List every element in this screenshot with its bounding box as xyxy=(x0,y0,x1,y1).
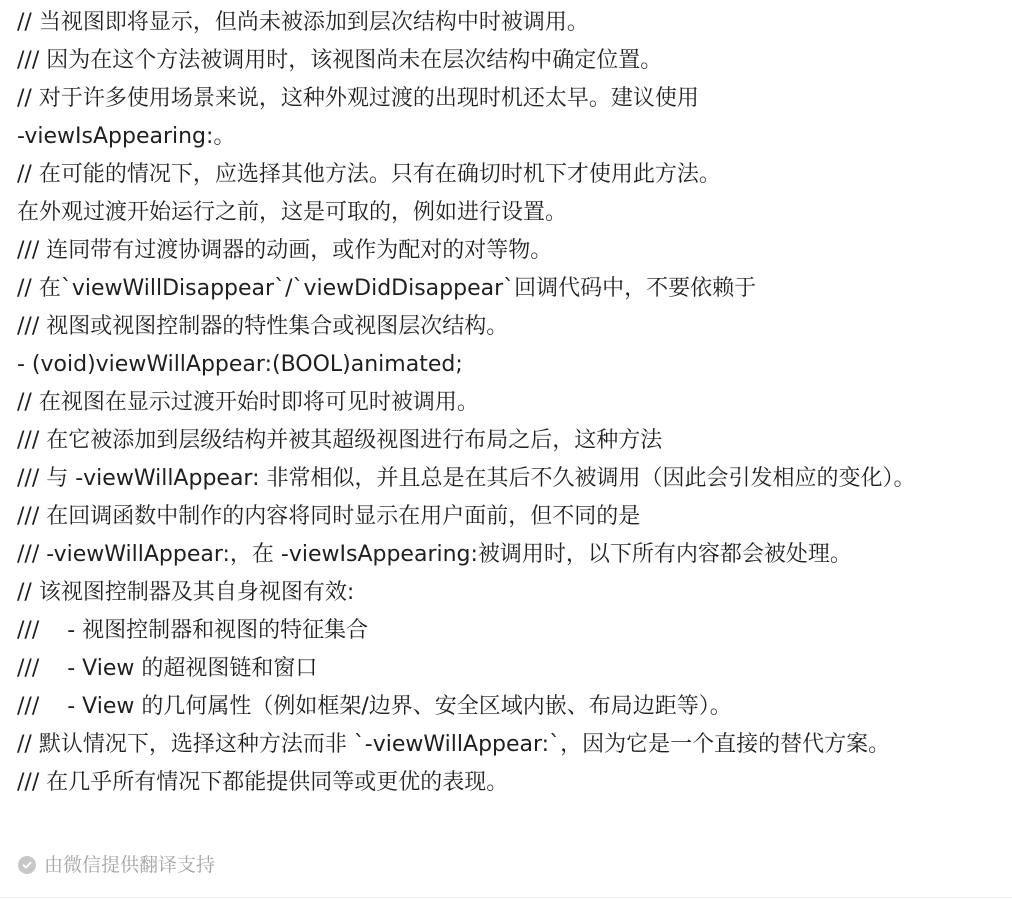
article-line: /// - View 的超视图链和窗口 xyxy=(17,656,318,681)
article-line: - (void)viewWillAppear:(BOOL)animated; xyxy=(17,352,463,377)
article-line: 在外观过渡开始运行之前，这是可取的，例如进行设置。 xyxy=(17,200,568,225)
article-line: // 当视图即将显示，但尚未被添加到层次结构中时被调用。 xyxy=(17,10,589,35)
article-line: /// 在它被添加到层级结构并被其超级视图进行布局之后，这种方法 xyxy=(17,428,663,453)
article-line: // 在可能的情况下，应选择其他方法。只有在确切时机下才使用此方法。 xyxy=(17,162,721,187)
article-line: /// - 视图控制器和视图的特征集合 xyxy=(17,618,369,643)
article-line: // 在`viewWillDisappear`/`viewDidDisappear`回调代码中，不要依赖于 xyxy=(17,276,757,301)
article-line: // 在视图在显示过渡开始时即将可见时被调用。 xyxy=(17,390,479,415)
article-line: /// 在回调函数中制作的内容将同时显示在用户面前，但不同的是 xyxy=(17,504,641,529)
translation-attribution xyxy=(18,851,215,879)
translated-article xyxy=(17,4,1007,802)
article-line: /// 与 -viewWillAppear: 非常相似，并且总是在其后不久被调用（因此会引发相应的变化）。 xyxy=(17,466,916,491)
divider xyxy=(0,897,1012,898)
article-line: /// -viewWillAppear:，在 -viewIsAppearing:被调用时，以下所有内容都会被处理。 xyxy=(17,542,852,567)
check-circle-icon xyxy=(18,856,36,874)
article-line: /// 连同带有过渡协调器的动画，或作为配对的对等物。 xyxy=(17,238,553,263)
article-line: /// 因为在这个方法被调用时，该视图尚未在层次结构中确定位置。 xyxy=(17,48,663,73)
article-line: /// 在几乎所有情况下都能提供同等或更优的表现。 xyxy=(17,770,509,795)
article-line: // 对于许多使用场景来说，这种外观过渡的出现时机还太早。建议使用 xyxy=(17,86,699,111)
article-line: /// 视图或视图控制器的特性集合或视图层次结构。 xyxy=(17,314,509,339)
translation-attribution-text: 由微信提供翻译支持 xyxy=(44,854,216,876)
article-line: // 默认情况下，选择这种方法而非 `-viewWillAppear:`，因为它是一个直接的替代方案。 xyxy=(17,732,891,757)
article-line: /// - View 的几何属性（例如框架/边界、安全区域内嵌、布局边距等）。 xyxy=(17,694,732,719)
article-line: -viewIsAppearing:。 xyxy=(17,124,236,149)
article-line: // 该视图控制器及其自身视图有效: xyxy=(17,580,355,605)
